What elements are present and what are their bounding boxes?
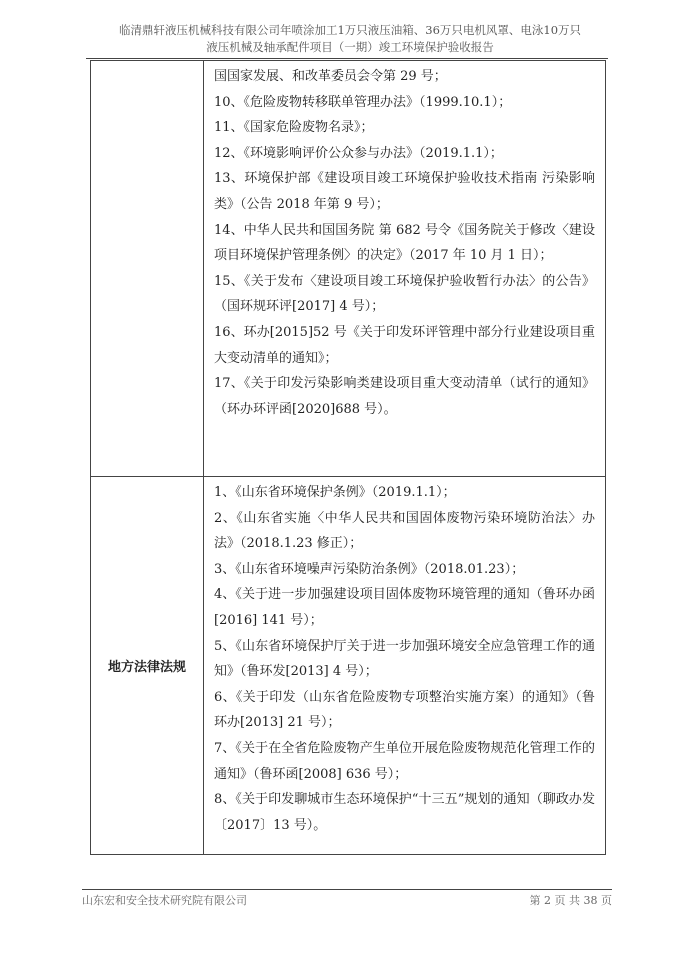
header-title-line-2: 液压机械及轴承配件项目（一期）竣工环境保护验收报告 [206, 40, 494, 54]
regulations-table [90, 60, 606, 855]
page-footer [82, 889, 612, 908]
list-item: 2、《山东省实施〈中华人民共和国固体废物污染环境防治法〉办法》（2018.1.23 修正）； [214, 510, 595, 552]
national-items-list [204, 61, 605, 422]
list-item: 7、《关于在全省危险废物产生单位开展危险废物规范化管理工作的通知》（鲁环函[2008] 636 号）； [214, 740, 595, 782]
list-item: 国国家发展、和改革委员会令第 29 号； [214, 69, 447, 84]
list-item: 6、《关于印发（山东省危险废物专项整治实施方案）的通知》（鲁环办[2013] 21 号）； [214, 689, 595, 731]
header-title-line-1: 临清鼎轩液压机械科技有限公司年喷涂加工1万只液压油箱、36万只电机风罩、电泳10万只 [118, 23, 582, 37]
national-category-cell [91, 61, 204, 477]
list-item: 15、《关于发布〈建设项目竣工环境保护验收暂行办法〉的公告》（国环规环评[2017] 4 号）； [214, 273, 595, 315]
list-item: 1、《山东省环境保护条例》（2019.1.1）； [214, 485, 456, 500]
list-item: 13、环境保护部《建设项目竣工环境保护验收技术指南 污染影响类》（公告 2018 年第 9 号）； [214, 171, 595, 212]
list-item: 4、《关于进一步加强建设项目固体废物环境管理的通知（鲁环办函[2016] 141 号）； [214, 587, 595, 628]
list-item: 12、《环境影响评价公众参与办法》（2019.1.1）； [214, 145, 503, 161]
list-item: 11、《国家危险废物名录》； [214, 120, 374, 136]
list-item: 3、《山东省环境噪声污染防治条例》（2018.01.23）； [214, 561, 525, 577]
list-item: 17、《关于印发污染影响类建设项目重大变动清单（试行的通知》（环办环评函[2020]688 号）。 [214, 376, 595, 417]
national-items-cell [204, 61, 606, 477]
list-item: 16、环办[2015]52 号《关于印发环评管理中部分行业建设项目重大变动清单的通知》； [214, 324, 595, 366]
footer-organization: 山东宏和安全技术研究院有限公司 [82, 894, 247, 907]
list-item: 8、《关于印发聊城市生态环境保护“十三五”规划的通知（聊政办发〔2017〕13 号）。 [214, 792, 595, 833]
local-category-label: 地方法律法规 [91, 477, 204, 855]
list-item: 5、《山东省环境保护厅关于进一步加强环境安全应急管理工作的通知》（鲁环发[2013] 4 号）； [214, 638, 595, 680]
footer-page-number: 第 2 页 共 38 页 [529, 894, 612, 907]
page-header [80, 22, 620, 56]
local-items-cell [204, 477, 606, 855]
list-item: 14、中华人民共和国国务院 第 682 号令《国务院关于修改〈建设项目环境保护管理条例〉的决定》（2017 年 10 月 1 日）； [214, 222, 595, 264]
local-regulations-row [91, 477, 606, 855]
header-divider [86, 58, 608, 59]
local-items-list [204, 477, 605, 838]
list-item: 10、《危险废物转移联单管理办法》（1999.10.1）； [214, 94, 512, 110]
national-regulations-row [91, 61, 606, 477]
